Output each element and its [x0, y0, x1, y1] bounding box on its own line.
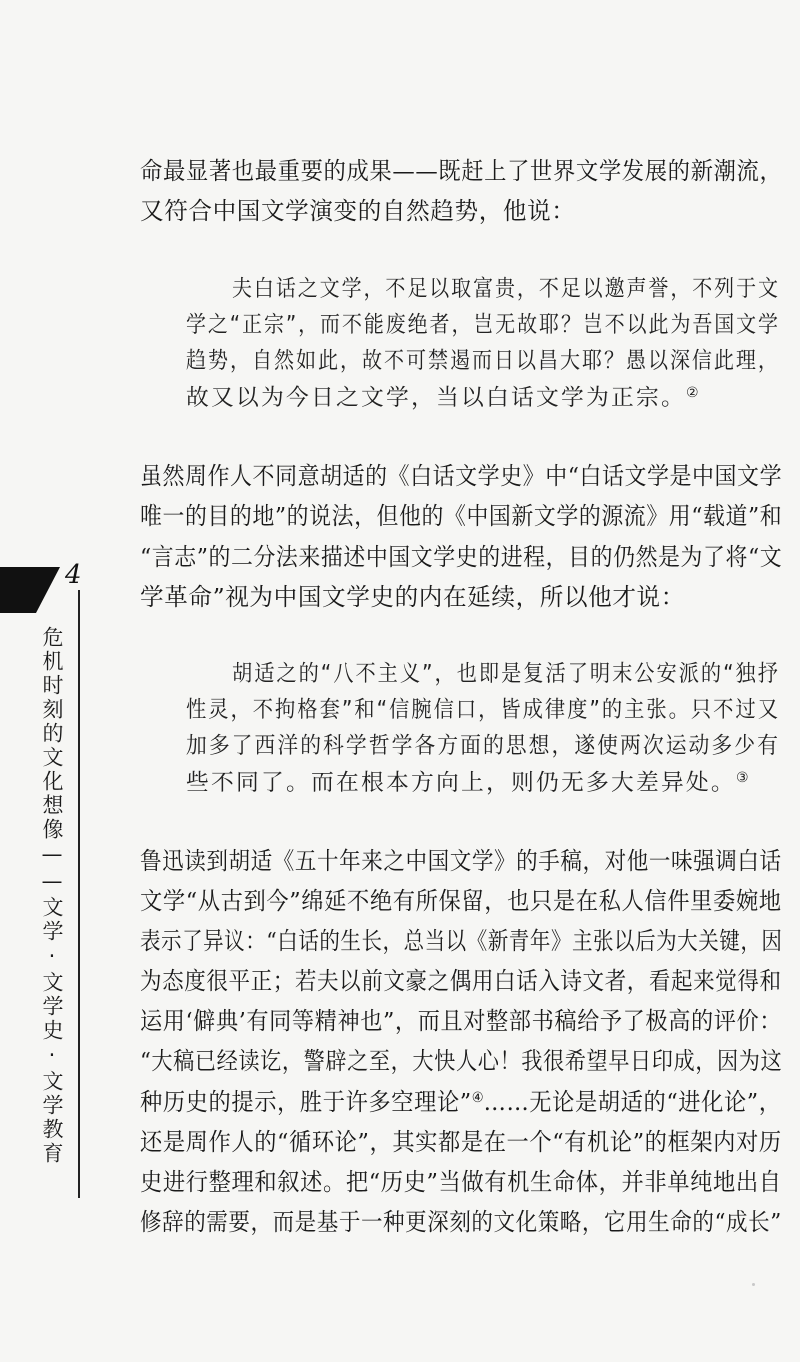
body-line	[140, 1007, 783, 1035]
body-line	[140, 502, 783, 530]
side-rule	[78, 590, 80, 1198]
line-text: 性灵，不拘格套”和“信腕信口，皆成律度”的主张。只不过又	[186, 697, 780, 723]
line-text: 加多了西洋的科学哲学各方面的思想，遂使两次运动多少有	[186, 733, 780, 759]
quote-line	[232, 663, 780, 686]
line-text-continued: ……无论是胡适的“进化论”，	[483, 1088, 782, 1116]
line-text: 唯一的目的地”的说法，但他的《中国新文学的源流》用“载道”和	[140, 502, 783, 530]
footnote-marker[interactable]: ②	[685, 385, 699, 401]
line-text: 些不同了。而在根本方向上，则仍无多大差异处。	[186, 770, 736, 796]
line-text: 学之“正宗”，而不能废绝者，岂无故耶？岂不以此为吾国文学	[186, 312, 780, 338]
footnote-marker[interactable]: ④	[471, 1090, 484, 1106]
quote-line	[186, 771, 749, 795]
line-text: 胡适之的“八不主义”，也即是复活了明末公安派的“独抒	[232, 661, 780, 687]
paper-speck	[752, 1283, 755, 1286]
line-text: “言志”的二分法来描述中国文学史的进程，目的仍然是为了将“文	[140, 543, 783, 571]
line-text: 修辞的需要，而是基于一种更深刻的文化策略，它用生命的“成长”	[140, 1208, 782, 1236]
body-line	[140, 1128, 782, 1156]
line-text: 表示了异议：“白话的生长，总当以《新青年》主张以后为大关键，因	[140, 927, 783, 955]
quote-line	[186, 735, 780, 758]
body-line	[140, 927, 783, 955]
line-text: 故又以为今日之文学，当以白话文学为正宗。	[186, 385, 686, 411]
body-line	[140, 1168, 782, 1196]
quote-line	[186, 350, 780, 373]
quote-line	[186, 386, 699, 410]
body-line	[140, 157, 783, 185]
line-text: 运用‘僻典’有同等精神也”，而且对整部书稿给予了极高的评价：	[140, 1007, 783, 1035]
line-text: 史进行整理和叙述。把“历史”当做有机生命体，并非单纯地出自	[140, 1168, 782, 1196]
line-text: 虽然周作人不同意胡适的《白话文学史》中“白话文学是中国文学	[140, 462, 783, 490]
line-text: 又符合中国文学演变的自然趋势，他说：	[140, 197, 576, 225]
side-tab-corner	[36, 567, 60, 613]
body-line	[140, 1208, 782, 1236]
body-line	[140, 1088, 782, 1116]
quote-line	[232, 278, 780, 301]
line-text: 夫白话之文学，不足以取富贵，不足以邀声誉，不列于文	[232, 276, 780, 302]
line-text: 命最显著也最重要的成果——既赶上了世界文学发展的新潮流，	[140, 157, 783, 185]
body-line	[140, 543, 783, 571]
body-line	[140, 887, 782, 915]
line-text: 为态度很平正；若夫以前文豪之偶用白话入诗文者，看起来觉得和	[140, 967, 782, 995]
line-text: 文学“从古到今”绵延不绝有所保留，也只是在私人信件里委婉地	[140, 887, 782, 915]
footnote-marker[interactable]: ③	[735, 770, 749, 786]
line-text: 趋势，自然如此，故不可禁遏而日以昌大耶？愚以深信此理，	[186, 348, 780, 374]
line-text: 学革命”视为中国文学史的内在延续，所以他才说：	[140, 583, 685, 611]
line-text: 鲁迅读到胡适《五十年来之中国文学》的手稿，对他一味强调白话	[140, 847, 782, 875]
page-number: 4	[65, 560, 82, 590]
body-line	[140, 967, 782, 995]
line-text: “大稿已经读讫，警辟之至，大快人心！我很希望早日印成，因为这	[140, 1047, 783, 1075]
body-line	[140, 583, 685, 611]
quote-line	[186, 699, 780, 722]
quote-line	[186, 314, 780, 337]
body-line	[140, 197, 576, 225]
body-line	[140, 1047, 783, 1075]
body-line	[140, 847, 782, 875]
line-text: 种历史的提示，胜于许多空理论”	[140, 1088, 472, 1116]
running-title: 危机时刻的文化想像——文学·文学史·文学教育	[40, 626, 64, 1166]
line-text: 还是周作人的“循环论”，其实都是在一个“有机论”的框架内对历	[140, 1128, 782, 1156]
body-line	[140, 462, 783, 490]
